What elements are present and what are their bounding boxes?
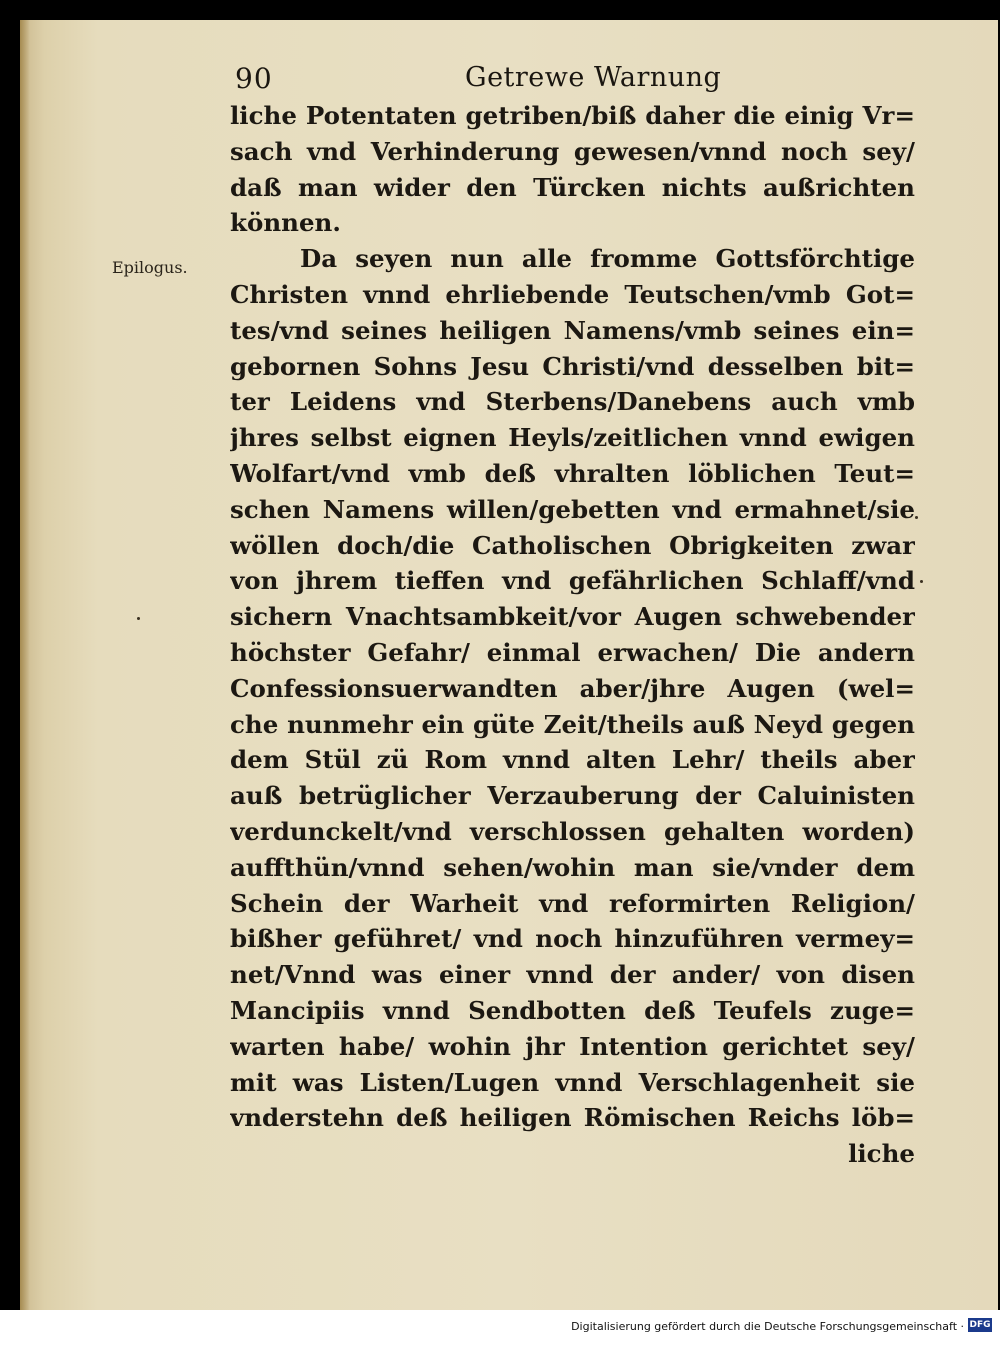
text-line: Wolfart/vnd vmb deß vhralten löblichen Teut= <box>230 458 915 488</box>
text-line: ter Leidens vnd Sterbens/Danebens auch vmb <box>230 387 915 417</box>
page-header <box>20 62 998 102</box>
ink-speck <box>915 516 918 519</box>
text-line: che nunmehr ein güte Zeit/theils auß Neyd gegen <box>230 709 915 739</box>
text-line: auffthün/vnnd sehen/wohin man sie/vnder dem <box>230 852 915 882</box>
text-line: können. <box>230 208 341 238</box>
text-line: Mancipiis vnnd Sendbotten deß Teufels zuge= <box>230 995 915 1025</box>
text-line: auß betrüglicher Verzauberung der Caluinisten <box>230 781 915 811</box>
text-line: liche Potentaten getriben/biß daher die einig Vr= <box>230 101 915 130</box>
dfg-logo: DFG <box>969 1320 991 1330</box>
text-line: tes/vnd seines heiligen Namens/vmb seines ein= <box>230 315 915 345</box>
margin-note: Epilogus. <box>112 258 188 277</box>
text-line: dem Stül zü Rom vnnd alten Lehr/ theils aber <box>230 745 915 775</box>
ink-speck <box>137 617 140 620</box>
text-line: höchster Gefahr/ einmal erwachen/ Die andern <box>230 637 915 667</box>
book-page <box>20 20 998 1310</box>
text-line: verdunckelt/vnd verschlossen gehalten worden) <box>230 816 915 846</box>
text-line: sichern Vnachtsambkeit/vor Augen schwebender <box>230 602 915 632</box>
page-number: 90 <box>235 62 273 95</box>
text-line: net/Vnnd was einer vnnd der ander/ von disen <box>230 960 915 990</box>
text-line: Confessionsuerwandten aber/jhre Augen (wel= <box>230 673 915 703</box>
text-line: Da seyen nun alle fromme Gottsförchtige <box>300 244 915 274</box>
catchword: liche <box>848 1139 915 1169</box>
digitization-credit: Digitalisierung gefördert durch die Deutsche Forschungsgemeinschaft · <box>571 1320 964 1333</box>
text-line: warten habe/ wohin jhr Intention gerichtet sey/ <box>230 1031 915 1061</box>
text-line: gebornen Sohns Jesu Christi/vnd desselben bit= <box>230 351 915 381</box>
text-line: wöllen doch/die Catholischen Obrigkeiten zwar <box>230 530 915 560</box>
text-line: Schein der Warheit vnd reformirten Religion/ <box>230 888 915 918</box>
text-line: schen Namens willen/gebetten vnd ermahnet/sie <box>230 494 915 524</box>
text-line: vnderstehn deß heiligen Römischen Reichs löb= <box>230 1103 915 1133</box>
text-line: sach vnd Verhinderung gewesen/vnnd noch sey/ <box>230 136 915 166</box>
text-line: Christen vnnd ehrliebende Teutschen/vmb Got= <box>230 279 915 309</box>
body-text <box>230 98 915 1172</box>
ink-speck <box>920 580 923 583</box>
running-title: Getrewe Warnung <box>465 62 722 93</box>
footer-bar <box>0 1310 1000 1351</box>
text-line: mit was Listen/Lugen vnnd Verschlagenheit sie <box>230 1067 915 1097</box>
text-line: daß man wider den Türcken nichts außrichten <box>230 172 915 202</box>
text-line: von jhrem tieffen vnd gefährlichen Schlaff/vnd <box>230 566 915 596</box>
text-line: bißher geführet/ vnd noch hinzuführen vermey= <box>230 924 915 954</box>
text-line: jhres selbst eignen Heyls/zeitlichen vnnd ewigen <box>230 423 915 453</box>
